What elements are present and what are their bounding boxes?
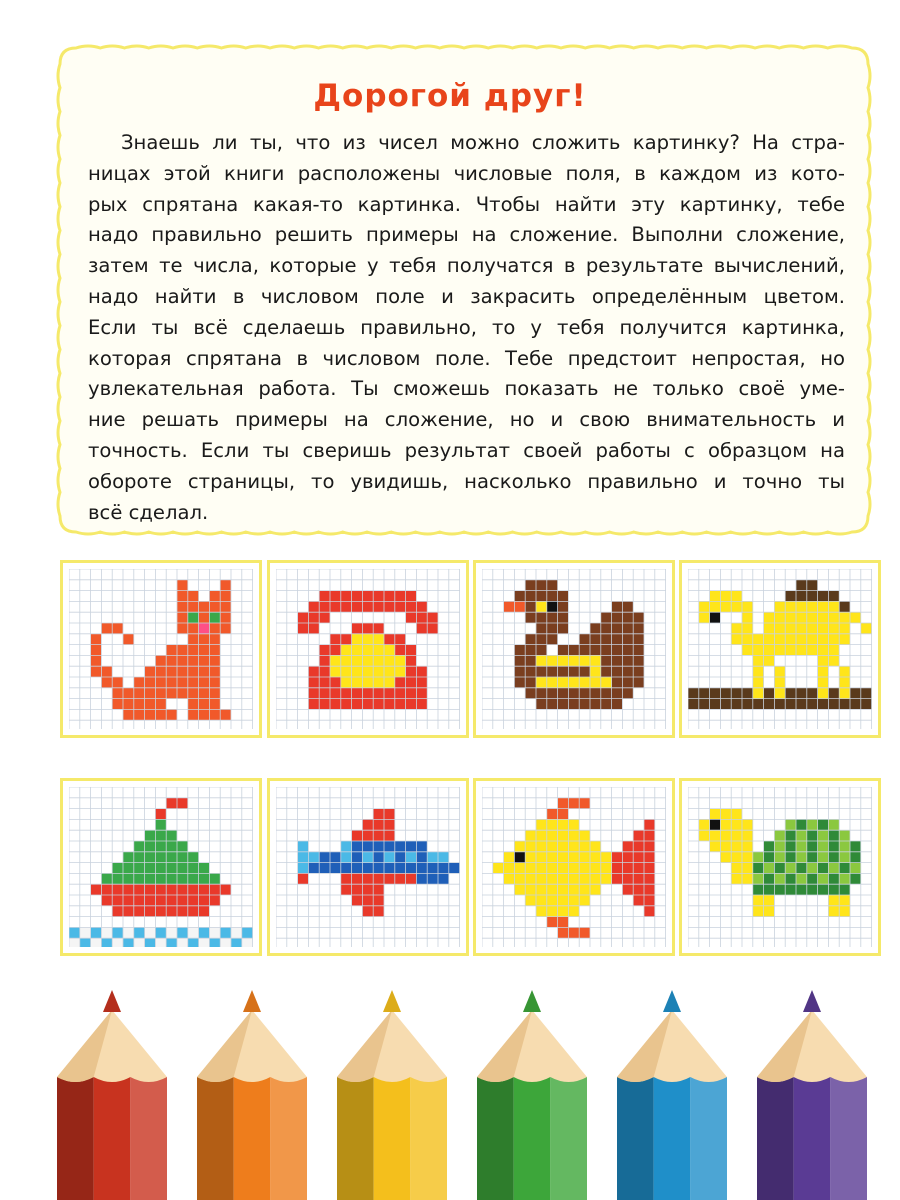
pencil: [477, 990, 587, 1200]
intro-line: которая спрятана в числовом поле. Тебе предстоит непростая, но: [88, 346, 845, 370]
intro-line: рых спрятана какая-то картинка. Чтобы найти эту картинку, тебе: [88, 192, 845, 216]
telephone-picture: [267, 560, 469, 738]
intro-text: [88, 128, 845, 528]
intro-line: ние решать примеры на сложение, но и свою внимательность и: [88, 408, 845, 432]
intro-line: точность. Если ты сверишь результат своей работы с образцом на: [88, 438, 845, 462]
cat-icon: [69, 569, 253, 729]
camel-icon: [688, 569, 872, 729]
turtle-picture: [679, 778, 881, 956]
page-title: Дорогой друг!: [313, 78, 587, 114]
pencils-decoration: [0, 985, 900, 1200]
camel-picture: [679, 560, 881, 738]
intro-line: Знаешь ли ты, что из чисел можно сложить картинку? На стра-: [121, 131, 845, 154]
intro-line: ницах этой книги расположены числовые поля, в каждом из кото-: [88, 161, 845, 185]
intro-line: надо правильно решить примеры на сложение. Выполни сложение,: [88, 223, 845, 247]
telephone-icon: [276, 569, 460, 729]
sailboat-picture: [60, 778, 262, 956]
pencil: [757, 990, 867, 1200]
fish-icon: [482, 787, 666, 947]
pencil: [57, 990, 167, 1200]
pencil: [617, 990, 727, 1200]
intro-line: всё сделал.: [88, 500, 209, 524]
duck-icon: [482, 569, 666, 729]
turtle-icon: [688, 787, 872, 947]
airplane-picture: [267, 778, 469, 956]
intro-line: Если ты всё сделаешь правильно, то у тебя получится картинка,: [88, 315, 845, 339]
intro-line: обороте страницы, то увидишь, насколько правильно и точно ты: [88, 469, 845, 493]
intro-line: увлекательная работа. Ты сможешь показать не только своё уме-: [88, 377, 845, 401]
intro-line: затем те числа, которые у тебя получатся в результате вычислений,: [88, 254, 845, 278]
airplane-icon: [276, 787, 460, 947]
intro-line: надо найти в числовом поле и закрасить определённым цветом.: [88, 284, 845, 308]
duck-picture: [473, 560, 675, 738]
pencil: [337, 990, 447, 1200]
pencil: [197, 990, 307, 1200]
cat-picture: [60, 560, 262, 738]
sailboat-icon: [69, 787, 253, 947]
fish-picture: [473, 778, 675, 956]
